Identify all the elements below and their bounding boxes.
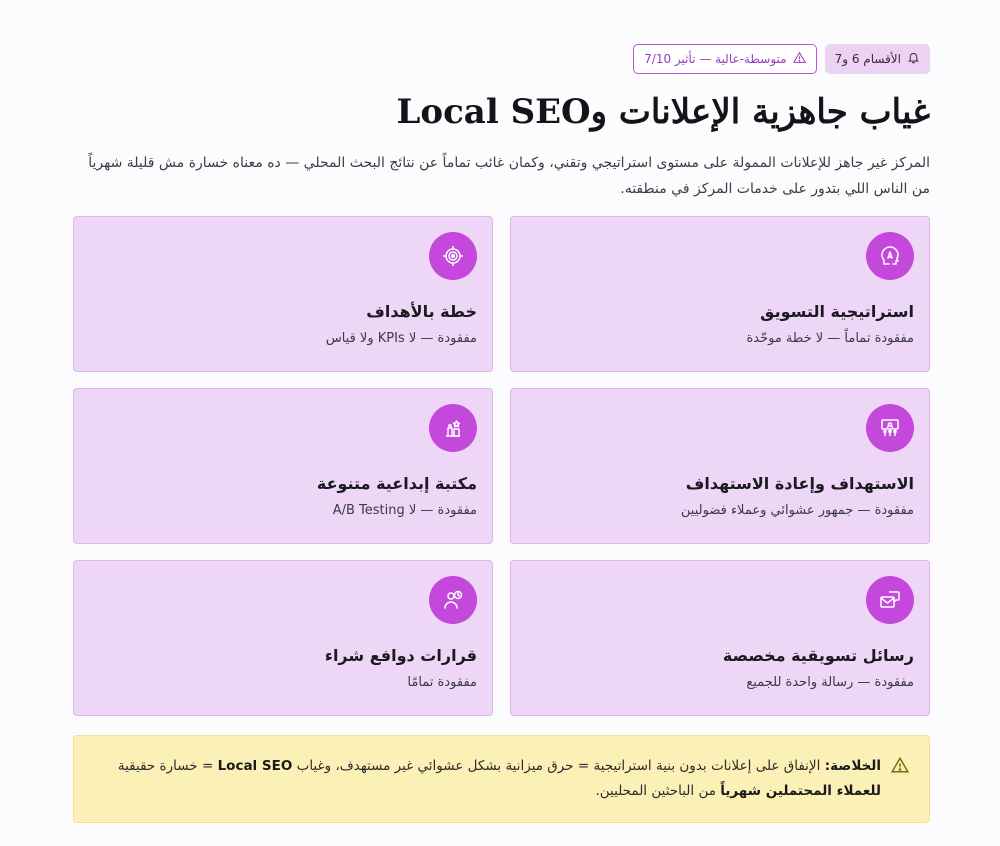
summary-box <box>73 735 930 823</box>
summary-label: الخلاصة: <box>824 758 881 774</box>
card-desc: مفقودة — جمهور عشوائي وعملاء فضوليين <box>680 503 914 518</box>
card-desc: مفقودة — لا KPIs ولا قياس <box>325 331 477 346</box>
card-creative-library <box>73 388 493 544</box>
creative-icon <box>429 404 477 452</box>
card-title: قرارات دوافع شراء <box>324 646 477 665</box>
summary-text <box>114 754 881 804</box>
strategy-icon <box>866 232 914 280</box>
sections-tag-label: الأقسام 6 و7 <box>834 52 901 66</box>
card-title: خطة بالأهداف <box>366 302 477 321</box>
card-targeting-retargeting <box>510 388 930 544</box>
card-desc: مفقودة — رسالة واحدة للجميع <box>746 675 914 690</box>
impact-tag <box>633 44 816 74</box>
bell-icon <box>907 51 920 67</box>
summary-part-3: من الباحثين المحليين. <box>595 783 716 799</box>
card-title: استراتيجية التسويق <box>760 302 914 321</box>
target-icon <box>429 232 477 280</box>
summary-part-2: = خسارة حقيقية <box>117 758 214 774</box>
summary-local-seo: Local SEO <box>217 758 293 774</box>
card-goals-plan <box>73 216 493 372</box>
card-title: الاستهداف وإعادة الاستهداف <box>685 474 914 493</box>
tag-row <box>70 44 930 74</box>
page-subtitle: المركز غير جاهز للإعلانات الممولة على مستوى استراتيجي وتقني، وكمان غائب تماماً عن نتائج البحث المحلي — ده معناه خسارة مش قليلة شهرياً من الناس اللي بتدور على خدمات المركز في منطقته. <box>88 155 930 197</box>
sections-tag <box>825 44 930 74</box>
gaps-grid <box>70 216 930 716</box>
card-desc: مفقودة تمامًا <box>407 675 477 690</box>
page-title: غياب جاهزية الإعلانات وLocal SEO <box>396 92 930 132</box>
card-custom-messages <box>510 560 930 716</box>
summary-part-1: الإنفاق على إعلانات بدون بنية استراتيجية = حرق ميزانية بشكل عشوائي غير مستهدف، وغياب <box>296 758 821 774</box>
card-marketing-strategy <box>510 216 930 372</box>
impact-tag-label: متوسطة-عالية — تأثير 7/10 <box>644 52 787 66</box>
envelope-chat-icon <box>866 576 914 624</box>
card-desc: مفقودة تماماً — لا خطة موحّدة <box>746 331 914 346</box>
warning-icon <box>891 754 909 778</box>
presenter-icon <box>866 404 914 452</box>
card-desc: مفقودة — لا A/B Testing <box>332 503 477 518</box>
warning-icon <box>793 51 806 67</box>
summary-highlight: للعملاء المحتملين شهرياً <box>720 783 881 799</box>
card-title: مكتبة إبداعية متنوعة <box>316 474 477 493</box>
card-title: رسائل تسويقية مخصصة <box>722 646 914 665</box>
card-purchase-decisions <box>73 560 493 716</box>
decision-icon <box>429 576 477 624</box>
